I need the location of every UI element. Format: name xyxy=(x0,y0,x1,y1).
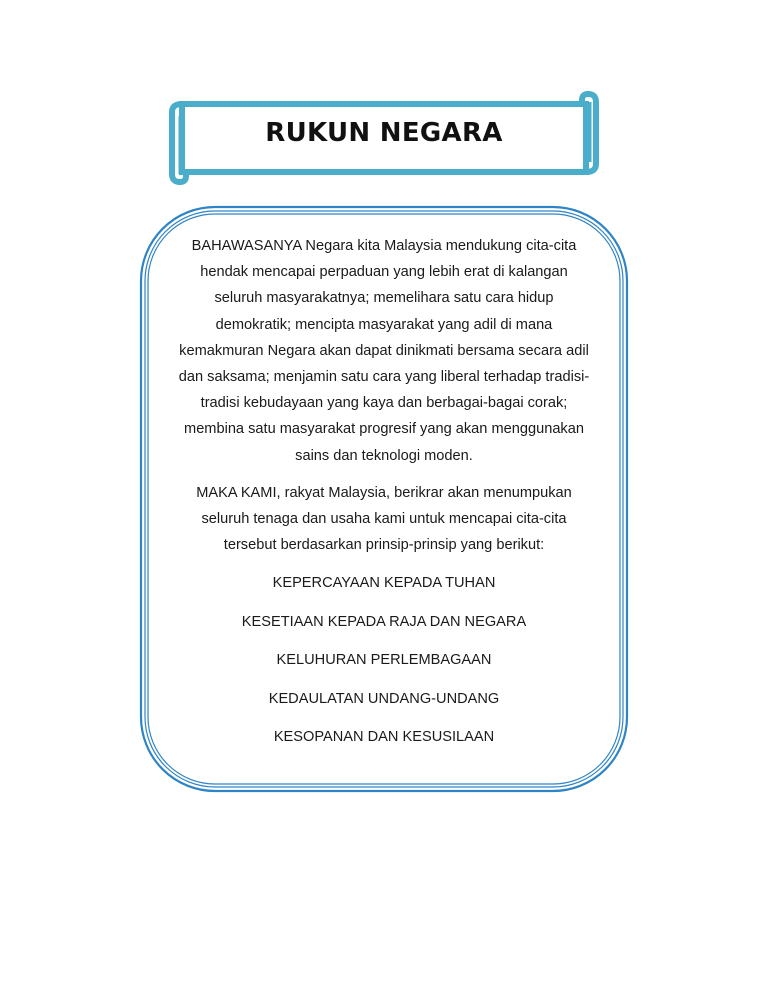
principle-item: KEDAULATAN UNDANG-UNDANG xyxy=(268,690,500,707)
principle-item: KEPERCAYAAN KEPADA TUHAN xyxy=(272,575,496,592)
page-title: RUKUN NEGARA xyxy=(265,118,503,148)
principle-item: KESOPANAN DAN KESUSILAAN xyxy=(273,729,495,746)
rukun-negara-text xyxy=(178,233,590,763)
principles-list xyxy=(178,570,590,750)
principle-item: KESETIAAN KEPADA RAJA DAN NEGARA xyxy=(241,613,527,630)
title-scroll-banner xyxy=(168,90,600,190)
pledge-paragraph: MAKA KAMI, rakyat Malaysia, berikrar akan menumpukan seluruh tenaga dan usaha kami untuk mencapai cita-cita tersebut berdasarkan prinsip-prinsip yang berikut: xyxy=(196,484,572,554)
preamble-paragraph: BAHAWASANYA Negara kita Malaysia mendukung cita-cita hendak mencapai perpaduan yang lebih erat di kalangan seluruh masyarakatnya; memelihara satu cara hidup demokratik; mencipta masyarakat yang adil di mana kemakmuran Negara akan dapat dinikmati bersama secara adil dan saksama; menjamin satu cara yang liberal terhadap tradisi-tradisi kebudayaan yang kaya dan berbagai-bagai corak; membina satu masyarakat progresif yang akan menggunakan sains dan teknologi moden. xyxy=(178,238,590,464)
principle-item: KELUHURAN PERLEMBAGAAN xyxy=(276,652,492,669)
